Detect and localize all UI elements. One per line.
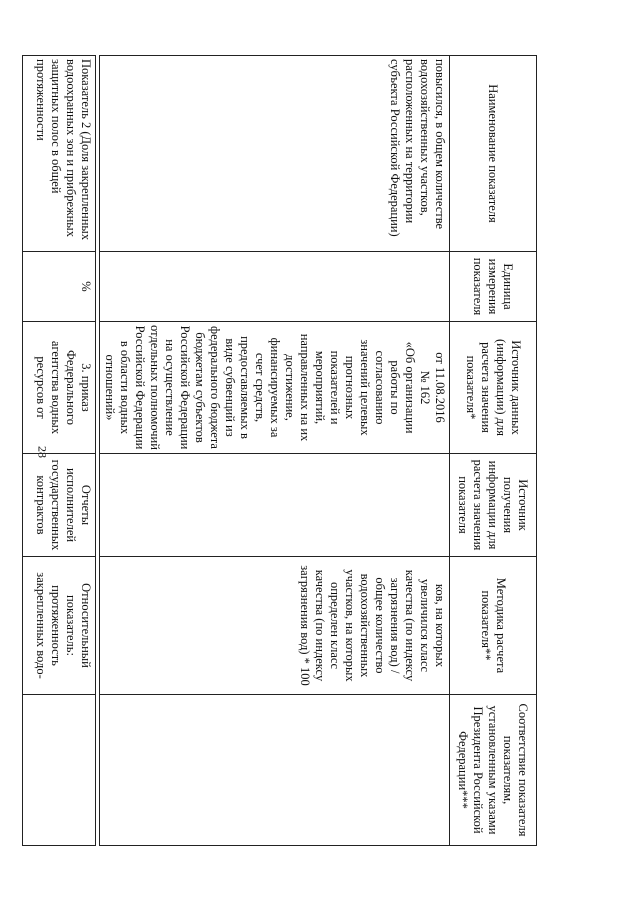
- header-unit: Единица измерения показателя: [450, 252, 537, 322]
- cell-unit: %: [23, 252, 96, 322]
- header-info-source: Источник получения информации для расчета значения показателя: [450, 454, 537, 557]
- table-row: [23, 56, 96, 846]
- header-data-source: Источник данных (информации) для расчета значения показателя*: [450, 322, 537, 454]
- cell-data-source: 3. приказ Федерального агентства водных ресурсов от: [23, 322, 96, 454]
- cell-unit: [100, 252, 450, 322]
- cell-indicator-name: Показатель 2 (Доля закрепленных водоохранных зон и прибрежных защитных полос в общей протяженности: [23, 56, 96, 252]
- row-separator: [96, 56, 100, 846]
- cell-info-source: [100, 454, 450, 557]
- table-row: [100, 56, 450, 846]
- cell-method: ков, на которых увеличился класс качества (по индексу загрязнения вод) / общее количество водохозяйственных участков, на которых определен класс качества (по индексу загрязнения вод) * 100: [100, 557, 450, 695]
- indicators-table: [22, 55, 537, 846]
- cell-indicator-name: повысился, в общем количестве водохозяйственных участков, расположенных на территории субъекта Российской Федерации): [100, 56, 450, 252]
- cell-data-source: от 11.08.2016 № 162 «Об организации работы по согласованию значений целевых прогнозных показателей и мероприятий, направленных на их достижение, финансируемых за счет средств, предоставляемых в виде субвенций из федерального бюджета бюджетам субъектов Российской Федерации на осуществление отдельных полномочий Российской Федерации в области водных отношений»: [100, 322, 450, 454]
- header-indicator-name: Наименование показателя: [450, 56, 537, 252]
- table-header-row: [450, 56, 537, 846]
- cell-method: Относительный показатель: протяженность закрепленных водо-: [23, 557, 96, 695]
- page-number: 28: [35, 446, 50, 458]
- cell-compliance: [23, 695, 96, 846]
- cell-info-source: Отчеты исполнителей государственных контрактов: [23, 454, 96, 557]
- header-method: Методика расчета показателя**: [450, 557, 537, 695]
- header-compliance: Соответствие показателя показателям, установленным указами Президента Российской Федерации***: [450, 695, 537, 846]
- cell-compliance: [100, 695, 450, 846]
